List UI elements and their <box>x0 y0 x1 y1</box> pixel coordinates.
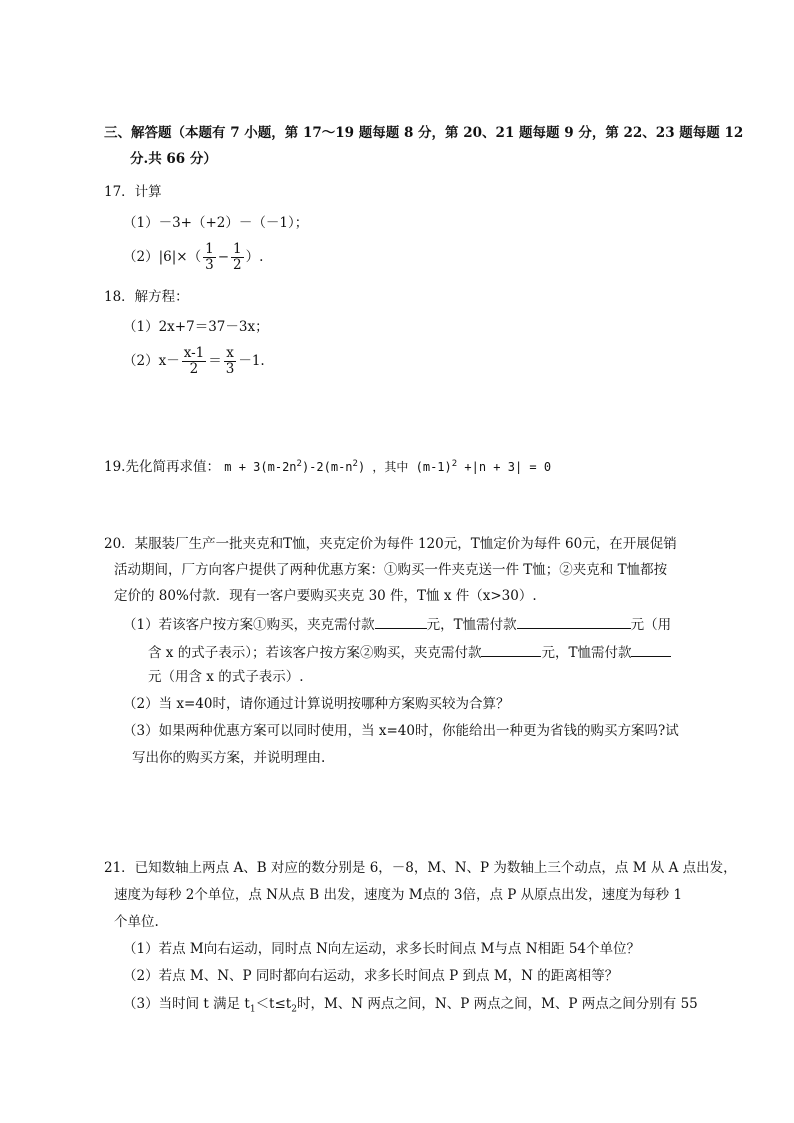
q21-line3: 个单位. <box>114 914 159 930</box>
q17-minus: − <box>217 249 229 265</box>
q18-frac2-den: 3 <box>225 361 235 377</box>
q18-frac2-num: x <box>224 346 237 362</box>
q20-p1-d: 含 x 的式子表示）；若该客户按方案②购买，夹克需付款 <box>148 645 482 661</box>
q19-expr-c: ) ，其中 (m-1) <box>357 460 452 474</box>
q20-p1-b: 元，T恤需付款 <box>426 617 517 633</box>
answer-blank-2[interactable] <box>517 614 631 629</box>
q17-frac2-num: 1 <box>233 241 242 257</box>
q21-part3 <box>123 995 698 1019</box>
q20-line1: 20．某服装厂生产一批夹克和T恤，夹克定价为每件 120元，T恤定价为每件 60元，在开展促销 <box>104 536 677 552</box>
q21-p3-sub1: 1 <box>249 1004 256 1015</box>
q17-frac1-den: 3 <box>205 257 214 273</box>
q19-expr-a: m + 3(m-2n <box>224 460 297 474</box>
q18-title: 18．解方程： <box>104 289 189 305</box>
q18-fraction-2 <box>224 346 237 377</box>
q19-prefix: 19.先化简再求值： <box>104 459 220 475</box>
q19-sup3: 2 <box>451 459 458 469</box>
q20-part3-line1: （3）如果两种优惠方案可以同时使用，当 x=40时，你能给出一种更为省钱的购买方案吗?试 <box>123 723 679 739</box>
q21-p3-c: 时，M、N 两点之间，N、P 两点之间，M、P 两点之间分别有 55 <box>296 996 698 1012</box>
q21-part1: （1）若点 M向右运动，同时点 N向左运动，求多长时间点 M与点 N相距 54个单位？ <box>123 941 640 957</box>
q20-line2: 活动期间，厂方向客户提供了两种优惠方案：①购买一件夹克送一件 T恤；②夹克和 T恤都按 <box>114 562 668 578</box>
q18-part2-suffix: －1. <box>238 353 265 369</box>
q17-frac1-num: 1 <box>205 241 214 257</box>
q18-frac1-den: 2 <box>189 361 199 377</box>
q17-title: 17．计算 <box>104 184 162 200</box>
q19-expr-b: )-2(m-n <box>301 460 353 474</box>
q17-part2 <box>123 242 263 273</box>
q17-fraction-1 <box>203 242 216 273</box>
answer-blank-3[interactable] <box>481 642 541 657</box>
q19-line <box>104 455 551 476</box>
q21-line2: 速度为每秒 2个单位，点 N从点 B 出发，速度为 M点的 3倍，点 P 从原点出发，速度为每秒 1 <box>114 887 683 903</box>
q17-part2-prefix: （2）|6|×（ <box>123 249 202 265</box>
q17-fraction-2 <box>231 242 244 273</box>
q19-expression <box>224 460 551 474</box>
q18-part2-prefix: （2）x－ <box>123 353 180 369</box>
q19-expr-d: +|n + 3| = 0 <box>457 460 552 474</box>
q20-p1-e: 元，T恤需付款 <box>541 645 632 661</box>
q19-sup1: 2 <box>296 459 302 469</box>
q20-part1-line2 <box>148 642 671 662</box>
section-heading-line1: 三、解答题（本题有 7 小题，第 17～19 题每题 8 分，第 20、21 题每题 9 分，第 22、23 题每题 12 <box>104 125 744 141</box>
q18-frac1-num: x-1 <box>183 345 205 361</box>
q18-equals: ＝ <box>208 353 222 369</box>
q20-part1-line1 <box>123 614 671 634</box>
q17-part1: （1）－3+（+2）－（－1）； <box>123 215 309 231</box>
q18-part1: （1）2x+7＝37－3x； <box>123 319 269 335</box>
q20-p1-a: （1）若该客户按方案①购买，夹克需付款 <box>123 617 375 633</box>
q20-part2: （2）当 x=40时，请你通过计算说明按哪种方案购买较为合算？ <box>123 696 510 712</box>
q20-part3-line2: 写出你的购买方案，并说明理由. <box>132 750 326 766</box>
q21-line1: 21．已知数轴上两点 A、B 对应的数分别是 6，－8，M、N、P 为数轴上三个动点，点 M 从 A 点出发， <box>104 860 737 876</box>
q18-fraction-1 <box>182 346 207 377</box>
q18-part2 <box>123 346 265 377</box>
answer-blank-1[interactable] <box>375 614 427 629</box>
q20-p1-c: 元（用 <box>630 617 672 633</box>
section-heading-line2: 分.共 66 分） <box>130 151 217 167</box>
q17-frac2-den: 2 <box>233 257 242 273</box>
q21-p3-sub2: 2 <box>291 1004 297 1015</box>
q20-line3: 定价的 80%付款．现有一客户要购买夹克 30 件，T恤 x 件（x>30）. <box>114 588 537 604</box>
q20-part1-line3: 元（用含 x 的式子表示）. <box>148 669 304 685</box>
q19-sup2: 2 <box>352 459 358 469</box>
q21-p3-a: （3）当时间 t 满足 t <box>123 996 250 1012</box>
q17-part2-suffix: ）. <box>245 249 264 265</box>
q21-p3-b: ＜t≤t <box>255 996 292 1012</box>
answer-blank-4[interactable] <box>631 642 671 657</box>
q21-part2: （2）若点 M、N、P 同时都向右运动，求多长时间点 P 到点 M，N 的距离相等？ <box>123 968 619 984</box>
